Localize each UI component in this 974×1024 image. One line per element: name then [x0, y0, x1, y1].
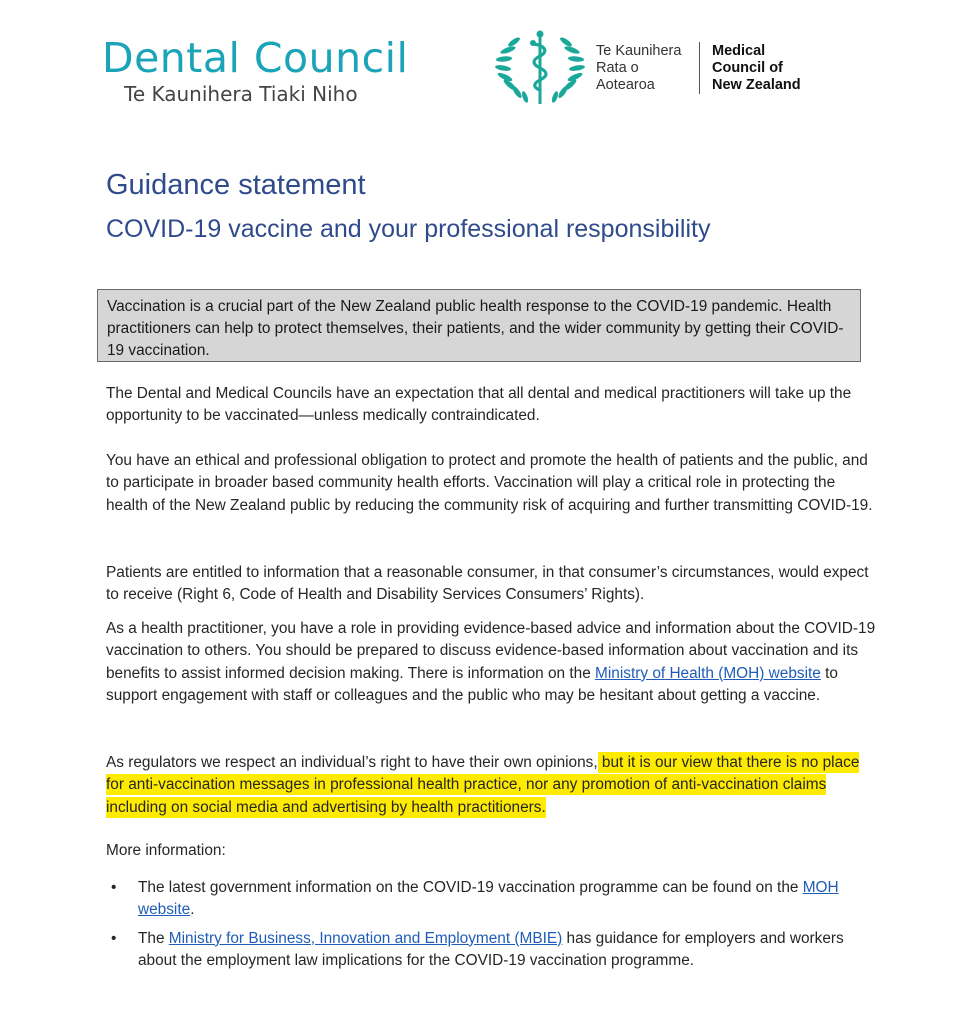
logo-divider	[699, 42, 700, 94]
medical-council-maori-name	[596, 43, 681, 94]
paragraph-obligation: You have an ethical and professional obligation to protect and promote the health of patients and the public, and to participate in broader based community health efforts. Vaccination will play a critical role in protecting the health of the New Zealand public by reducing the community risk of acquiring and further transmitting COVID-19.	[106, 452, 873, 514]
list-item	[106, 877, 876, 922]
more-info-heading: More information:	[106, 842, 226, 859]
paragraph-patient-rights: Patients are entitled to information that a reasonable consumer, in that consumer’s circumstances, would expect to receive (Right 6, Code of Health and Disability Services Consumers’ Rights).	[106, 564, 869, 604]
caduceus-fern-emblem-icon	[494, 28, 586, 106]
maori-name-line: Te Kaunihera	[596, 43, 682, 59]
bullet-icon: •	[111, 879, 117, 896]
medical-council-english-name	[712, 43, 801, 94]
text-segment: The	[138, 929, 169, 947]
maori-name-line: Rata o	[596, 60, 639, 76]
mbie-link[interactable]: Ministry for Business, Innovation and Employment (MBIE)	[168, 929, 563, 947]
paragraph-practitioner-role	[106, 618, 876, 707]
highlighted-statement: but it is our view that there is no place for anti-vaccination messages in professional health practice, nor any promotion of anti-vaccination claims including on social media and advertising by health practitioners.	[106, 754, 860, 816]
dental-council-logo-subtitle: Te Kaunihera Tiaki Niho	[124, 82, 358, 106]
english-name-line: New Zealand	[712, 77, 801, 93]
more-info-list	[106, 877, 876, 978]
english-name-line: Council of	[712, 60, 783, 76]
dental-council-logo-title: Dental Council	[102, 34, 409, 82]
document-title: Guidance statement	[106, 169, 366, 201]
text-segment: The latest government information on the COVID-19 vaccination programme can be found on the	[138, 879, 803, 896]
paragraph-expectation: The Dental and Medical Councils have an expectation that all dental and medical practitioners will take up the opportunity to be vaccinated—unless medically contraindicated.	[106, 385, 852, 425]
text-segment: has guidance for employers and workers about the employment law implications for the COVID-19 vaccination programme.	[138, 929, 844, 969]
paragraph-regulators-view	[106, 752, 876, 819]
list-item	[106, 928, 876, 973]
english-name-line: Medical	[712, 43, 766, 59]
document-subtitle: COVID-19 vaccine and your professional responsibility	[106, 215, 711, 243]
text-segment: to support engagement with staff or colleagues and the public who may be hesitant about getting a vaccine.	[106, 664, 838, 704]
summary-box: Vaccination is a crucial part of the New Zealand public health response to the COVID-19 pandemic. Health practitioners can help to protect themselves, their patients, and the wider community by getting their COVID-19 vaccination.	[97, 289, 861, 362]
moh-website-link-2[interactable]: MOH website	[138, 879, 839, 919]
moh-website-link[interactable]: Ministry of Health (MOH) website	[595, 664, 821, 682]
text-segment: As a health practitioner, you have a role in providing evidence-based advice and information about the COVID-19 vaccination to others. You should be prepared to discuss evidence-based information about vaccination and its benefits to assist informed decision making. There is information on the	[106, 620, 876, 682]
bullet-icon: •	[111, 929, 117, 947]
text-segment: As regulators we respect an individual’s right to have their own opinions,	[106, 754, 598, 771]
maori-name-line: Aotearoa	[596, 77, 655, 93]
text-segment: .	[190, 901, 195, 919]
